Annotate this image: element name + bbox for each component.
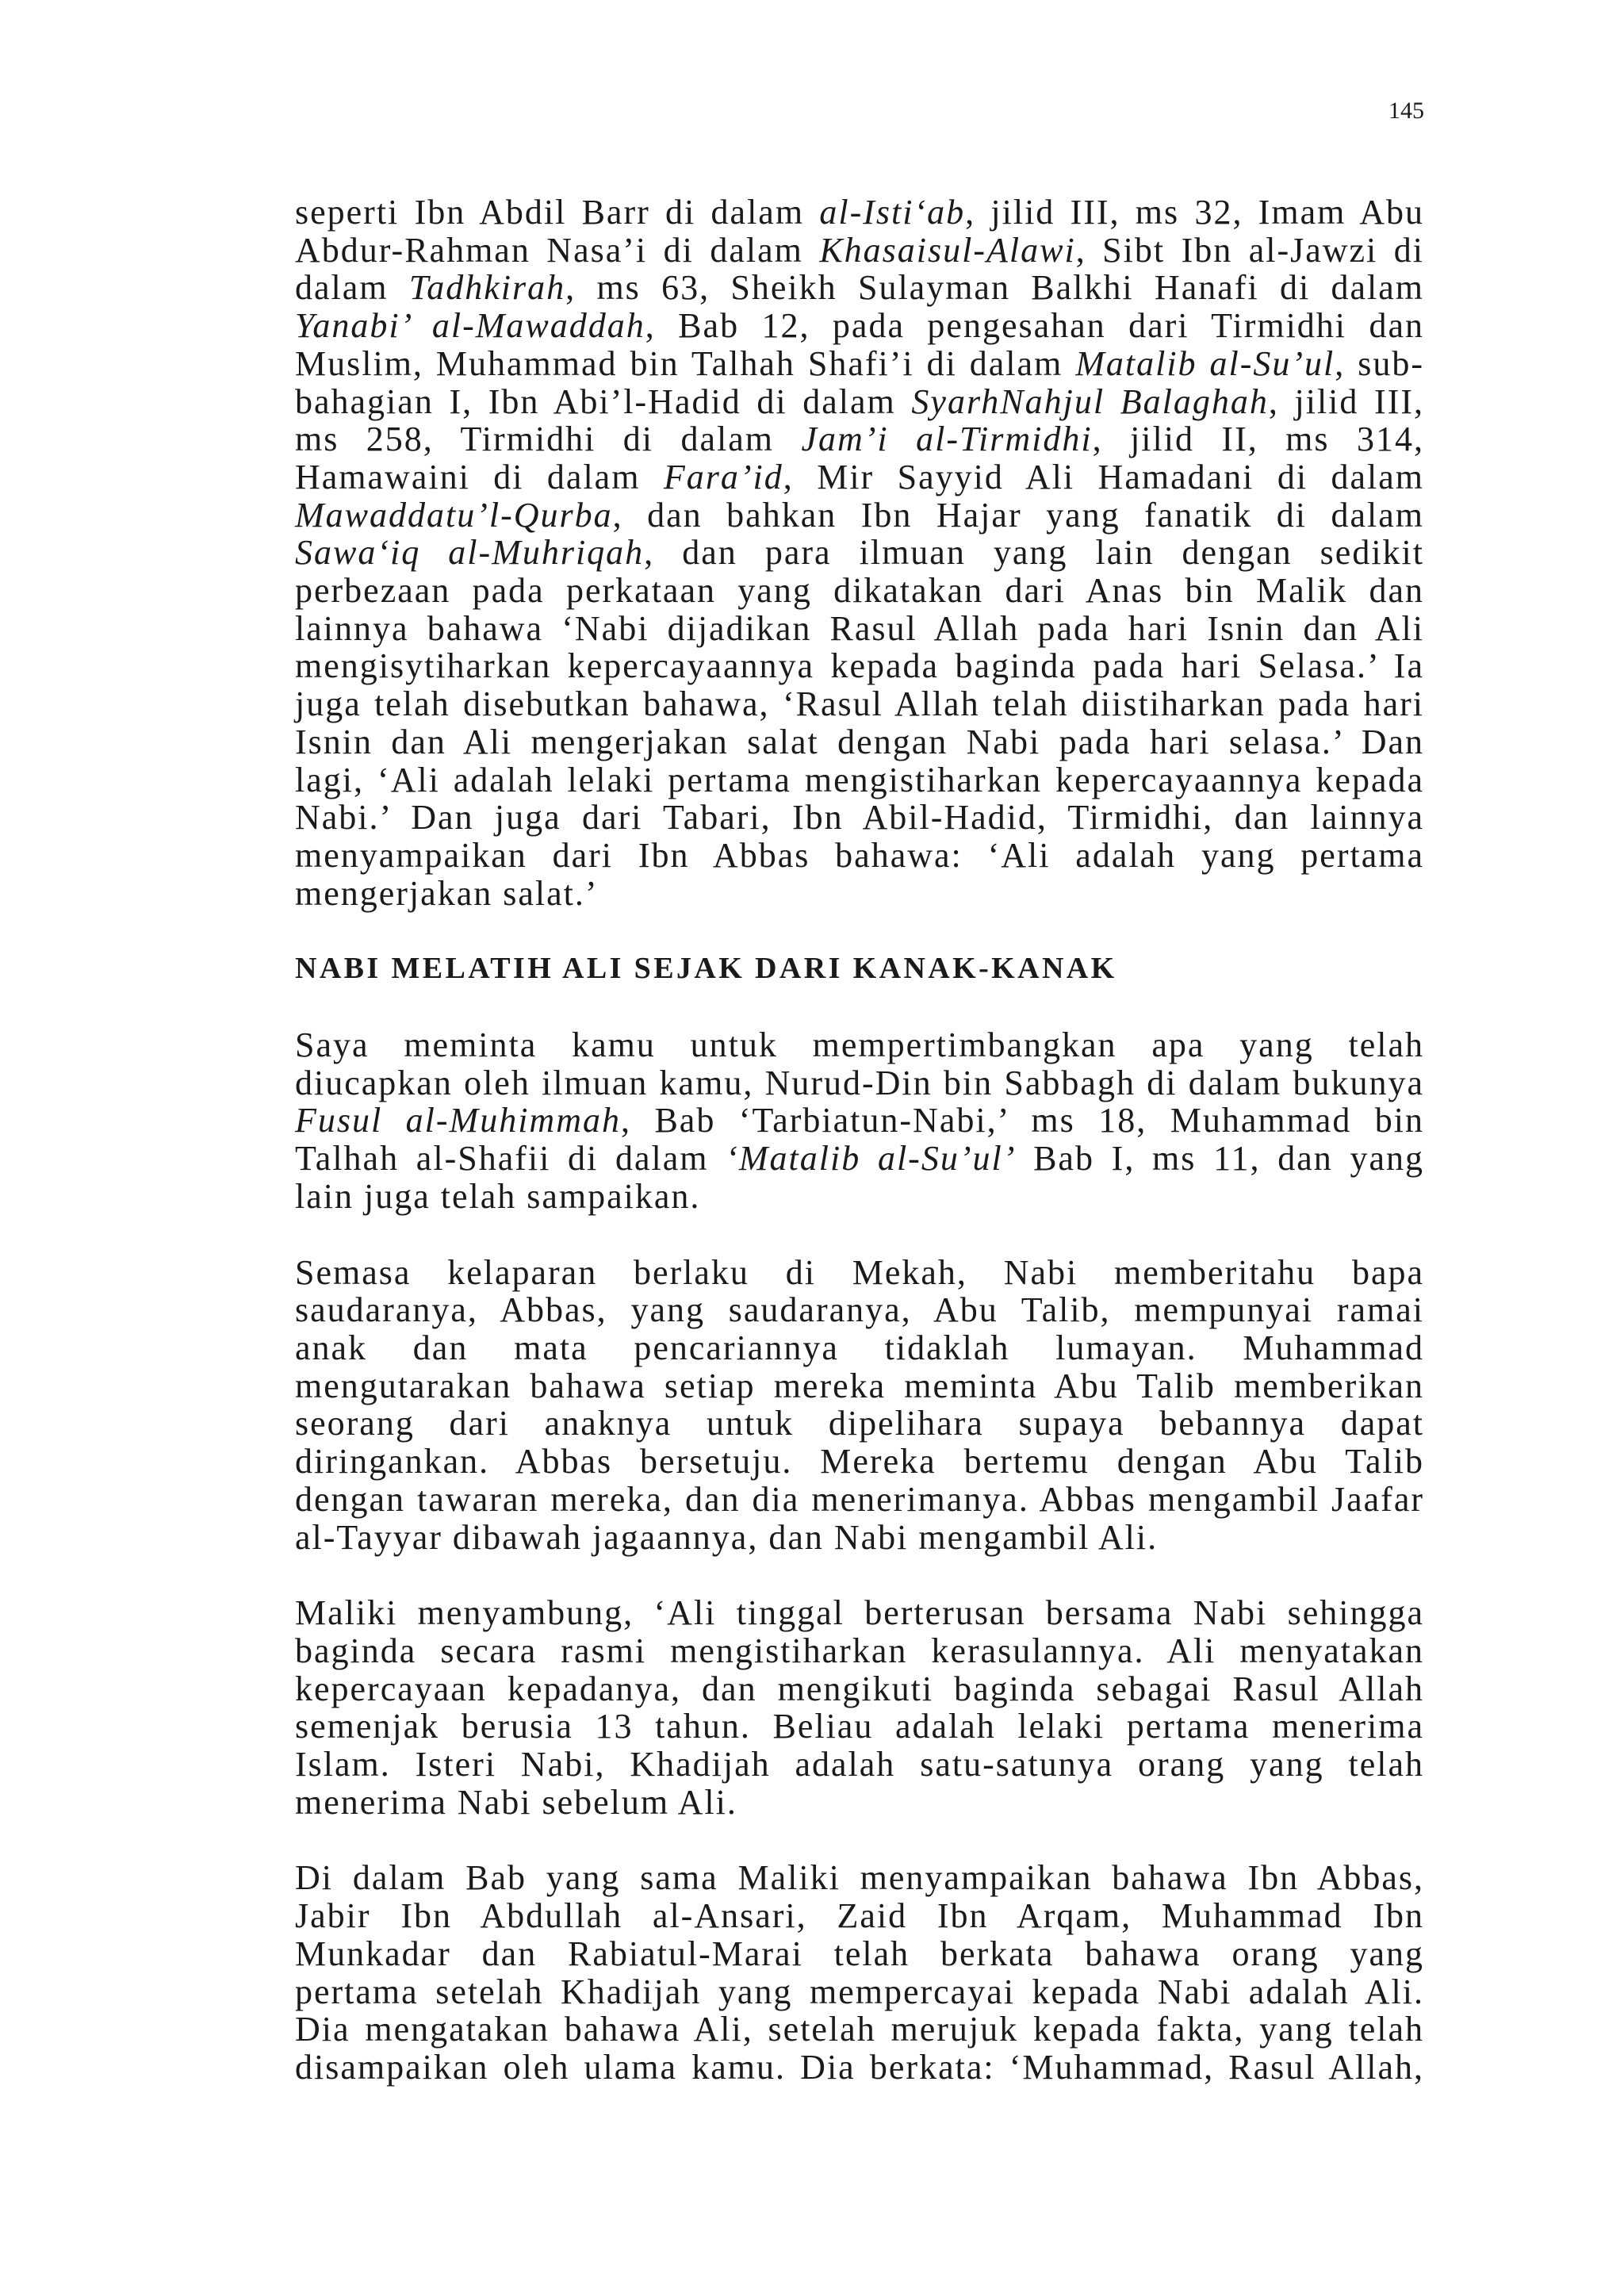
- text-line: Muslim, Muhammad bin Talhah Shafi’i di dalam Matalib al-Su’ul, sub-: [295, 343, 1424, 383]
- text-line: mengutarakan bahawa setiap mereka meminta Abu Talib memberikan: [295, 1366, 1424, 1405]
- text-line: mengerjakan salat.’: [295, 873, 599, 913]
- text-line: lain juga telah sampaikan.: [295, 1176, 701, 1216]
- paragraph-spacer: [295, 1821, 1424, 1859]
- paragraph-citations: [295, 194, 1424, 912]
- text-line: Hamawaini di dalam Fara’id, Mir Sayyid Ali Hamadani di dalam: [295, 457, 1424, 496]
- text-line: Sawa‘iq al-Muhriqah, dan para ilmuan yang lain dengan sedikit: [295, 533, 1424, 573]
- text-line: semenjak berusia 13 tahun. Beliau adalah lelaki pertama menerima: [295, 1707, 1424, 1746]
- text-line: disampaikan oleh ulama kamu. Dia berkata: ‘Muhammad, Rasul Allah,: [295, 2047, 1424, 2087]
- citation-title: SyarhNahjul Balaghah: [911, 381, 1269, 421]
- text-line: lagi, ‘Ali adalah lelaki pertama mengistiharkan kepercayaannya kepada: [295, 760, 1424, 799]
- text-line: Maliki menyambung, ‘Ali tinggal berterusan bersama Nabi sehingga: [295, 1593, 1424, 1633]
- citation-title: Jam’i al-Tirmidhi: [801, 420, 1093, 459]
- citation-title: Sawa‘iq al-Muhriqah: [295, 533, 645, 573]
- citation-title: Fusul al-Muhimmah: [295, 1101, 621, 1140]
- text-line: Nabi.’ Dan juga dari Tabari, Ibn Abil-Hadid, Tirmidhi, dan lainnya: [295, 798, 1424, 838]
- section-heading: NABI MELATIH ALI SEJAK DARI KANAK-KANAK: [295, 952, 1117, 986]
- page-body: [295, 194, 1424, 2087]
- text-line: Mawaddatu’l-Qurba, dan bahkan Ibn Hajar yang fanatik di dalam: [295, 495, 1424, 535]
- text-line: juga telah disebutkan bahawa, ‘Rasul Allah telah diistiharkan pada hari: [295, 684, 1424, 724]
- paragraph-spacer: [295, 912, 1424, 950]
- text-line: Di dalam Bab yang sama Maliki menyampaikan bahawa Ibn Abbas,: [295, 1858, 1424, 1898]
- citation-title: al-Isti‘ab: [819, 193, 966, 232]
- text-line: perbezaan pada perkataan yang dikatakan dari Anas bin Malik dan: [295, 571, 1424, 611]
- citation-title: Yanabi’ al-Mawaddah: [295, 306, 645, 346]
- text-line: mengisytiharkan kepercayaannya kepada baginda pada hari Selasa.’ Ia: [295, 646, 1424, 686]
- text-line: diucapkan oleh ilmuan kamu, Nurud-Din bin Sabbagh di dalam bukunya: [295, 1063, 1424, 1102]
- text-line: Abdur-Rahman Nasa’i di dalam Khasaisul-Alawi, Sibt Ibn al-Jawzi di: [295, 230, 1424, 270]
- citation-title: Khasaisul-Alawi: [819, 230, 1076, 270]
- citation-title: Matalib al-Su’ul: [738, 1139, 1003, 1179]
- paragraph-maliki: [295, 1594, 1424, 1821]
- text-line: kepercayaan kepadanya, dan mengikuti baginda sebagai Rasul Allah: [295, 1669, 1424, 1708]
- text-line: baginda secara rasmi mengistiharkan kerasulannya. Ali menyatakan: [295, 1631, 1424, 1670]
- text-line: anak dan mata pencariannya tidaklah lumayan. Muhammad: [295, 1328, 1424, 1367]
- text-line: seorang dari anaknya untuk dipelihara supaya bebannya dapat: [295, 1404, 1424, 1443]
- citation-title: Mawaddatu’l-Qurba: [295, 495, 613, 535]
- paragraph-spacer: [295, 1216, 1424, 1254]
- text-line: Talhah al-Shafii di dalam ‘Matalib al-Su’ul’ Bab I, ms 11, dan yang: [295, 1139, 1425, 1179]
- page-number: 145: [1388, 98, 1424, 124]
- paragraph-same-chapter: [295, 1859, 1424, 2086]
- citation-title: Fara’id: [663, 457, 783, 496]
- paragraph-famine: [295, 1254, 1424, 1557]
- paragraph-spacer: [295, 988, 1424, 1026]
- text-line: Islam. Isteri Nabi, Khadijah adalah satu-satunya orang yang telah: [295, 1745, 1424, 1784]
- text-line: Dia mengatakan bahawa Ali, setelah merujuk kepada fakta, yang telah: [295, 2010, 1424, 2049]
- text-line: Fusul al-Muhimmah, Bab ‘Tarbiatun-Nabi,’ ms 18, Muhammad bin: [295, 1101, 1425, 1140]
- citation-title: ‘Matalib al-Su’ul’: [726, 1139, 1017, 1179]
- text-line: ms 258, Tirmidhi di dalam Jam’i al-Tirmidhi, jilid II, ms 314,: [295, 420, 1424, 459]
- text-line: saudaranya, Abbas, yang saudaranya, Abu Talib, mempunyai ramai: [295, 1290, 1424, 1330]
- text-line: Jabir Ibn Abdullah al-Ansari, Zaid Ibn Arqam, Muhammad Ibn: [295, 1896, 1424, 1936]
- text-line: dengan tawaran mereka, dan dia menerimanya. Abbas mengambil Jaafar: [295, 1479, 1424, 1519]
- citation-title: Matalib al-Su’ul: [1075, 343, 1335, 383]
- text-line: seperti Ibn Abdil Barr di dalam al-Isti‘ab, jilid III, ms 32, Imam Abu: [295, 193, 1424, 232]
- text-line: menerima Nabi sebelum Ali.: [295, 1782, 737, 1822]
- citation-title: Tadhkirah: [408, 268, 566, 308]
- text-line: Semasa kelaparan berlaku di Mekah, Nabi memberitahu bapa: [295, 1252, 1424, 1292]
- text-line: pertama setelah Khadijah yang mempercayai kepada Nabi adalah Ali.: [295, 1972, 1424, 2011]
- paragraph-spacer: [295, 1556, 1424, 1594]
- text-line: Yanabi’ al-Mawaddah, Bab 12, pada pengesahan dari Tirmidhi dan: [295, 306, 1424, 346]
- paragraph-request: [295, 1026, 1424, 1216]
- text-line: Munkadar dan Rabiatul-Marai telah berkata bahawa orang yang: [295, 1934, 1424, 1973]
- text-line: diringankan. Abbas bersetuju. Mereka bertemu dengan Abu Talib: [295, 1442, 1424, 1481]
- text-line: menyampaikan dari Ibn Abbas bahawa: ‘Ali adalah yang pertama: [295, 835, 1424, 875]
- text-line: dalam Tadhkirah, ms 63, Sheikh Sulayman Balkhi Hanafi di dalam: [295, 268, 1424, 308]
- text-line: lainnya bahawa ‘Nabi dijadikan Rasul Allah pada hari Isnin dan Ali: [295, 608, 1424, 648]
- text-line: Isnin dan Ali mengerjakan salat dengan Nabi pada hari selasa.’ Dan: [295, 722, 1424, 761]
- text-line: al-Tayyar dibawah jagaannya, dan Nabi mengambil Ali.: [295, 1517, 1159, 1557]
- text-line: bahagian I, Ibn Abi’l-Hadid di dalam SyarhNahjul Balaghah, jilid III,: [295, 381, 1425, 421]
- text-line: Saya meminta kamu untuk mempertimbangkan apa yang telah: [295, 1025, 1424, 1065]
